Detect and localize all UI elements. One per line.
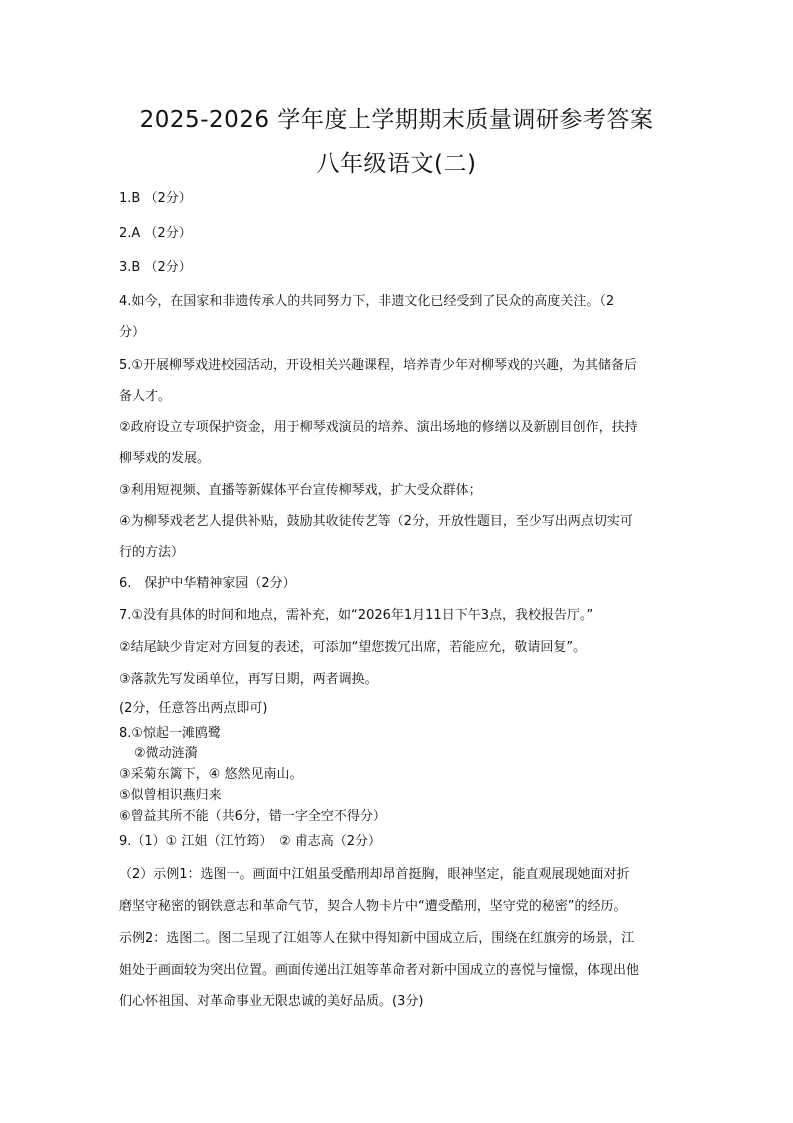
answer-7-note: (2分，任意答出两点即可)	[119, 701, 268, 716]
answer-8-item-4: ⑤似曾相识燕归来	[119, 788, 222, 803]
answer-5-point-4-line-2: 行的方法）	[119, 545, 185, 560]
answer-5-point-1-line-2: 备人才。	[119, 389, 172, 404]
answer-7-point-1: 7.①没有具体的时间和地点，需补充，如“2026年1月11日下午3点，我校报告厅。”	[119, 608, 594, 623]
answer-5-point-2-line-2: 柳琴戏的发展。	[119, 451, 211, 466]
answer-9-part-2-line-2: 磨坚守秘密的钢铁意志和革命气节，契合人物卡片中“遭受酷刑，坚守党的秘密”的经历。	[119, 899, 627, 914]
answer-8-item-1: 8.①惊起一滩鸥鹭	[119, 726, 222, 741]
answer-8-item-5: ⑥曾益其所不能（共6分，错一字全空不得分）	[119, 809, 386, 824]
page-subtitle: 八年级语文(二)	[316, 151, 477, 177]
answer-5-point-1-line-1: 5.①开展柳琴戏进校园活动，开设相关兴趣课程，培养青少年对柳琴戏的兴趣，为其储备后	[119, 358, 638, 373]
answer-9-example-2-line-2: 姐处于画面较为突出位置。画面传递出江姐等革命者对新中国成立的喜悦与憧憬，体现出他	[119, 963, 640, 978]
answer-4-line-1: 4.如今，在国家和非遗传承人的共同努力下，非遗文化已经受到了民众的高度关注。（2	[119, 294, 615, 309]
answer-7-point-2: ②结尾缺少肯定对方回复的表述，可添加“望您拨冗出席，若能应允，敬请回复”。	[119, 640, 587, 655]
answer-2: 2.A （2分）	[119, 226, 192, 241]
answer-9-part-2-line-1: （2）示例1：选图一。画面中江姐虽受酷刑却昂首挺胸，眼神坚定，能直观展现她面对折	[119, 867, 630, 882]
answer-9-example-2-line-1: 示例2：选图二。图二呈现了江姐等人在狱中得知新中国成立后，围绕在红旗旁的场景，江	[119, 931, 635, 946]
answer-8-item-3: ③采菊东篱下，④ 悠然见南山。	[119, 767, 303, 782]
answer-9-part-1: 9.（1）① 江姐（江竹筠） ② 甫志高（2分）	[119, 834, 382, 849]
answer-5-point-3: ③利用短视频、直播等新媒体平台宣传柳琴戏，扩大受众群体；	[119, 483, 482, 498]
answer-8-item-2: ②微动涟漪	[134, 746, 198, 761]
answer-4-line-2: 分）	[119, 325, 146, 340]
answer-9-example-2-line-3: 们心怀祖国、对革命事业无限忠诚的美好品质。(3分)	[119, 994, 424, 1009]
answer-3: 3.B （2分）	[119, 260, 192, 275]
answer-6: 6. 保护中华精神家园（2分）	[119, 576, 296, 591]
answer-7-point-3: ③落款先写发函单位，再写日期，两者调换。	[119, 672, 378, 687]
page-title: 2025-2026 学年度上学期期末质量调研参考答案	[139, 107, 654, 133]
answer-5-point-4-line-1: ④为柳琴戏老艺人提供补贴，鼓励其收徒传艺等（2分，开放性题目，至少写出两点切实可	[119, 514, 633, 529]
answer-5-point-2-line-1: ②政府设立专项保护资金，用于柳琴戏演员的培养、演出场地的修缮以及新剧目创作，扶持	[119, 420, 638, 435]
answer-1: 1.B （2分）	[119, 191, 192, 206]
